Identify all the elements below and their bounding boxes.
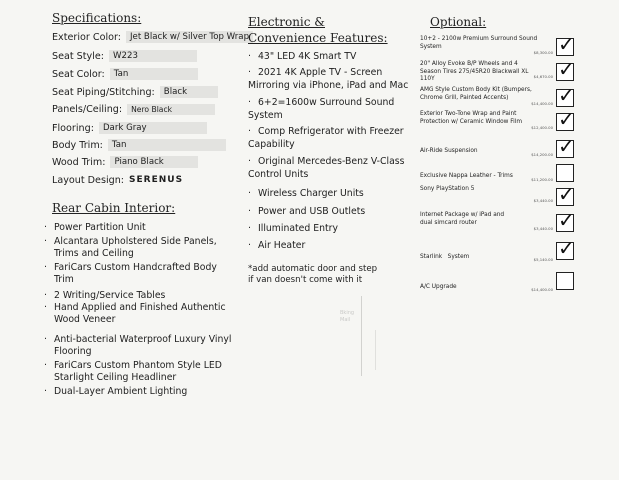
optional-item-internet [420, 208, 578, 238]
spec-flooring [52, 122, 207, 134]
automatic-door-note: *add automatic door and step if van doesn't come with it [248, 264, 378, 285]
list-item: · FariCars Custom Handcrafted Body Trim [44, 262, 217, 286]
list-item: · Illuminated Entry [248, 223, 338, 234]
optional-item-label: Starlink System [420, 254, 470, 260]
optional-item-label: Internet Package w/ iPad and dual simcard router [420, 212, 505, 226]
spec-label: Layout Design: [52, 174, 125, 186]
spec-seat-piping [52, 86, 218, 98]
checkmark-icon: ✓ [558, 236, 575, 260]
optional-item-label: 20" Alloy Evoke B/P Wheels and 4 Season Tires 275/45R20 Blackwall XL 110Y [420, 61, 529, 83]
spec-layout-design [52, 174, 193, 186]
rear-cabin-heading: Rear Cabin Interior: [52, 201, 176, 215]
optional-item-price: $12,400.00 [531, 125, 553, 130]
list-item: · Power Partition Unit [44, 222, 146, 233]
spec-panels-ceiling [52, 104, 215, 115]
spec-label: Seat Color: [52, 68, 105, 80]
scan-smudge [375, 330, 376, 370]
spec-value: Tan [108, 139, 226, 151]
spec-label: Panels/Ceiling: [52, 104, 123, 115]
optional-checkbox[interactable] [556, 57, 575, 81]
spec-value: Dark Gray [99, 122, 207, 134]
list-item: · Hand Applied and Finished Authentic Wood Veneer [44, 302, 226, 326]
spec-value: Black [160, 86, 218, 98]
spec-value: SERENUS [129, 175, 184, 185]
spec-value: Nero Black [127, 104, 215, 115]
optional-item-label: Exclusive Nappa Leather - Trims [420, 173, 513, 179]
optional-checkbox[interactable] [556, 107, 575, 131]
optional-item-price: $14,400.00 [531, 101, 553, 106]
list-item: · Dual-Layer Ambient Lighting [44, 386, 188, 397]
spec-label: Seat Style: [52, 50, 105, 62]
list-item: · Comp Refrigerator with Freezer Capability [248, 126, 404, 150]
list-item: · 2 Writing/Service Tables [44, 290, 166, 301]
electronic-heading: Electronic & Convenience Features: [248, 15, 388, 45]
optional-item-price: $14,200.00 [531, 152, 553, 157]
optional-item-price: $14,400.00 [531, 287, 553, 292]
scan-smudge [361, 296, 362, 376]
spec-exterior-color [52, 31, 253, 43]
optional-item-label: Exterior Two-Tone Wrap and Paint Protection w/ Ceramic Window Film [420, 111, 523, 125]
optional-item-price: $8,300.00 [533, 50, 553, 55]
optional-item-air-ride [420, 134, 578, 164]
spec-value: Jet Black w/ Silver Top Wrap [126, 31, 253, 43]
optional-checkbox[interactable] [556, 134, 575, 158]
optional-item-label: AMG Style Custom Body Kit (Bumpers, Chrome Grill, Painted Accents) [420, 87, 532, 101]
spec-label: Body Trim: [52, 139, 103, 151]
spec-label: Exterior Color: [52, 31, 121, 43]
optional-item-label: Air-Ride Suspension [420, 148, 478, 154]
optional-item-price: $5,140.00 [533, 257, 553, 262]
spec-label: Seat Piping/Stitching: [52, 86, 155, 98]
optional-checkbox[interactable] [556, 182, 575, 206]
optional-heading: Optional: [430, 15, 487, 29]
checkmark-icon: ✓ [558, 134, 575, 158]
spec-seat-color [52, 68, 198, 80]
specifications-heading: Specifications: [52, 11, 142, 25]
optional-item-body-kit [420, 83, 578, 113]
list-item: · Air Heater [248, 240, 306, 251]
spec-value: Tan [110, 68, 198, 80]
optional-item-ac-upgrade [420, 270, 578, 296]
list-item: · 6+2=1600w Surround Sound System [248, 97, 395, 121]
spec-body-trim [52, 139, 226, 151]
optional-item-wrap [420, 107, 578, 137]
checkmark-icon: ✓ [558, 208, 575, 232]
optional-checkbox[interactable] [556, 32, 575, 56]
spec-value: W223 [109, 50, 197, 62]
optional-checkbox[interactable] [556, 164, 574, 182]
spec-label: Wood Trim: [52, 156, 106, 168]
optional-item-surround-sound [420, 32, 578, 62]
optional-item-label: A/C Upgrade [420, 284, 457, 290]
checkmark-icon: ✓ [558, 32, 575, 56]
list-item: · Power and USB Outlets [248, 206, 366, 217]
optional-item-wheels [420, 57, 578, 87]
optional-item-price: $4,670.00 [533, 74, 553, 79]
checkmark-icon: ✓ [558, 83, 575, 107]
list-item: · 2021 4K Apple TV - Screen Mirroring via iPhone, iPad and Mac [248, 67, 409, 91]
checkmark-icon: ✓ [558, 182, 575, 206]
optional-item-price: $11,200.00 [531, 177, 553, 182]
optional-checkbox[interactable] [556, 83, 575, 107]
optional-checkbox[interactable] [556, 208, 575, 232]
spec-wood-trim [52, 156, 198, 168]
optional-checkbox[interactable] [556, 236, 575, 260]
optional-item-price: $3,440.00 [533, 226, 553, 231]
checkmark-icon: ✓ [558, 107, 575, 131]
spec-seat-style [52, 50, 197, 62]
optional-item-playstation [420, 182, 578, 212]
optional-item-starlink [420, 236, 578, 266]
list-item: · Original Mercedes-Benz V-Class Control Units [248, 156, 405, 180]
faint-scan-text: Bking Mail [340, 310, 355, 323]
optional-item-label: 10+2 - 2100w Premium Surround Sound System [420, 36, 538, 50]
list-item: · Alcantara Upholstered Side Panels, Trims and Ceiling [44, 236, 217, 260]
checkmark-icon: ✓ [558, 57, 575, 81]
optional-item-label: Sony PlayStation 5 [420, 186, 475, 192]
spec-label: Flooring: [52, 122, 94, 134]
list-item: · 43" LED 4K Smart TV [248, 51, 357, 62]
list-item: · Anti-bacterial Waterproof Luxury Vinyl Flooring [44, 334, 232, 358]
optional-checkbox[interactable] [556, 272, 574, 290]
list-item: · Wireless Charger Units [248, 188, 364, 199]
list-item: · FariCars Custom Phantom Style LED Starlight Ceiling Headliner [44, 360, 222, 384]
spec-value: Piano Black [110, 156, 198, 168]
optional-item-nappa-leather [420, 162, 578, 188]
optional-item-price: $3,440.00 [533, 198, 553, 203]
